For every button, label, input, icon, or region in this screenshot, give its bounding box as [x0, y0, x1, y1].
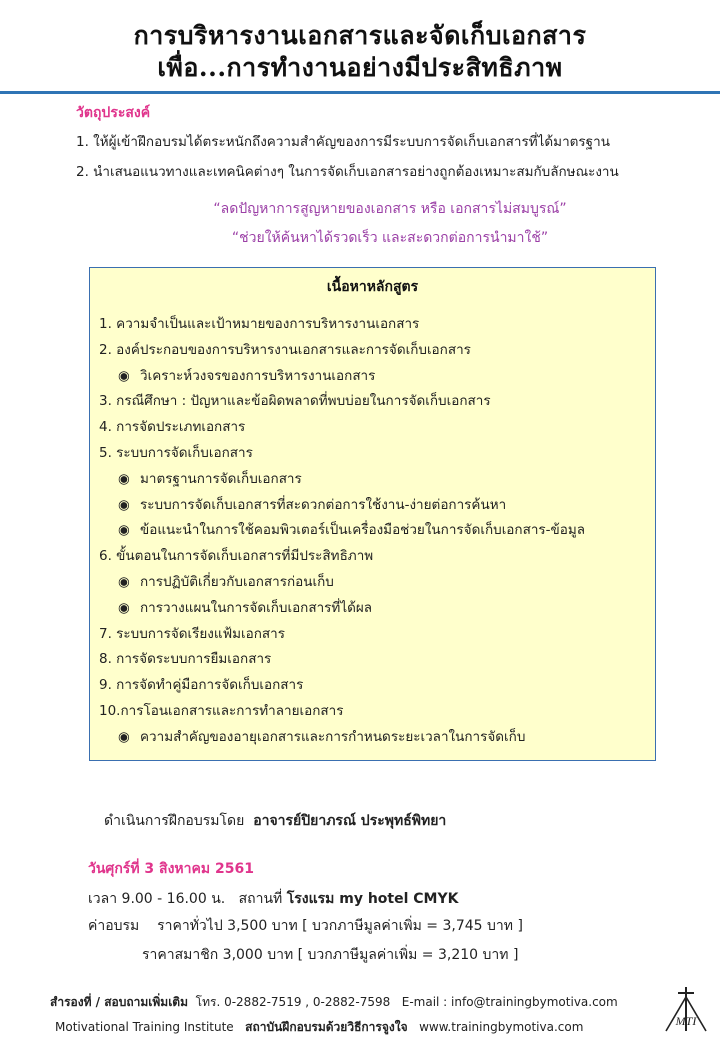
course-item: [99, 544, 373, 566]
bullet-icon: ◉: [118, 496, 130, 513]
bullet-icon: ◉: [118, 470, 130, 487]
bullet-icon: ◉: [118, 599, 130, 616]
course-item: [99, 415, 245, 437]
instructor-name: อาจารย์ปิยาภรณ์ ประพุทธ์พิทยา: [253, 813, 447, 829]
course-item: [99, 312, 419, 334]
general-price: ราคาทั่วไป 3,500 บาท [ บวกภาษีมูลค่าเพิ่ม = 3,745 บาท ]: [157, 918, 523, 934]
objective-item: 1. ให้ผู้เข้าฝึกอบรมได้ตระหนักถึงความสำคัญของการมีระบบการจัดเก็บเอกสารที่ได้มาตรฐาน: [76, 134, 610, 150]
course-content-title: เนื้อหาหลักสูตร: [326, 279, 419, 295]
course-item-text: 3. กรณีศึกษา : ปัญหาและข้อผิดพลาดที่พบบ่อยในการจัดเก็บเอกสาร: [99, 393, 491, 410]
course-item: [99, 622, 285, 644]
training-date: วันศุกร์ที่ 3 สิงหาคม 2561: [88, 861, 254, 877]
course-content-box: [89, 267, 656, 761]
contact-email[interactable]: E-mail : info@trainingbymotiva.com: [401, 995, 618, 1009]
venue-label: สถานที่: [238, 891, 283, 907]
time-text: เวลา 9.00 - 16.00 น.: [88, 891, 226, 907]
course-item-text: ความสำคัญของอายุเอกสารและการกำหนดระยะเวลาในการจัดเก็บ: [140, 728, 526, 745]
course-subitem: [118, 493, 506, 515]
title-line-2: เพื่อ...การทำงานอย่างมีประสิทธิภาพ: [157, 53, 563, 82]
course-item: [99, 338, 471, 360]
bullet-icon: ◉: [118, 574, 130, 590]
website-link[interactable]: www.trainingbymotiva.com: [419, 1020, 584, 1034]
course-item-text: การวางแผนในการจัดเก็บเอกสารที่ได้ผล: [140, 599, 373, 616]
fee-general-line: [88, 915, 523, 937]
venue-name: โรงแรม my hotel CMYK: [286, 891, 459, 907]
header-banner: [0, 0, 720, 94]
course-subitem: [118, 570, 334, 592]
course-subitem: [118, 364, 375, 386]
course-item: [99, 647, 271, 669]
course-item-text: 7. ระบบการจัดเรียงแฟ้มเอกสาร: [99, 625, 285, 642]
org-name-en: Motivational Training Institute: [55, 1020, 234, 1034]
course-item-text: 5. ระบบการจัดเก็บเอกสาร: [99, 445, 253, 461]
course-item-text: 1. ความจำเป็นและเป้าหมายของการบริหารงานเอกสาร: [99, 316, 420, 332]
organization-line: [55, 1018, 583, 1037]
objective-item: 2. นำเสนอแนวทางและเทคนิคต่างๆ ในการจัดเก็บเอกสารอย่างถูกต้องเหมาะสมกับลักษณะงาน: [76, 164, 619, 180]
org-name-th: สถาบันฝึกอบรมด้วยวิธีการจูงใจ: [245, 1020, 408, 1034]
bullet-icon: ◉: [118, 522, 130, 539]
course-subitem: [118, 518, 585, 540]
course-item: [99, 389, 491, 411]
course-subitem: [118, 725, 525, 747]
instructor-line: [104, 810, 446, 832]
course-item-text: 2. องค์ประกอบของการบริหารงานเอกสารและการจัดเก็บเอกสาร: [99, 341, 471, 358]
quote-line: “ลดปัญหาการสูญหายของเอกสาร หรือ เอกสารไม่สมบูรณ์”: [213, 201, 567, 217]
course-item-text: 10.การโอนเอกสารและการทำลายเอกสาร: [99, 703, 344, 719]
bullet-icon: ◉: [118, 367, 130, 384]
contact-line: [50, 993, 618, 1012]
course-subitem: [118, 596, 372, 618]
member-price: ราคาสมาชิก 3,000 บาท [ บวกภาษีมูลค่าเพิ่ม = 3,210 บาท ]: [142, 947, 519, 963]
course-item-text: มาตรฐานการจัดเก็บเอกสาร: [140, 470, 302, 487]
course-item: [99, 673, 303, 695]
course-item-text: การปฏิบัติเกี่ยวกับเอกสารก่อนเก็บ: [140, 574, 334, 590]
course-item-text: 4. การจัดประเภทเอกสาร: [99, 419, 246, 436]
course-item-text: 9. การจัดทำคู่มือการจัดเก็บเอกสาร: [99, 677, 304, 694]
bullet-icon: ◉: [118, 728, 130, 745]
course-subitem: [118, 467, 302, 489]
course-item-text: ระบบการจัดเก็บเอกสารที่สะดวกต่อการใช้งาน-ง่ายต่อการค้นหา: [140, 496, 507, 513]
title-line-1: การบริหารงานเอกสารและจัดเก็บเอกสาร: [133, 21, 587, 50]
course-item-text: 6. ขั้นตอนในการจัดเก็บเอกสารที่มีประสิทธิภาพ: [99, 548, 374, 565]
mti-logo: [662, 985, 710, 1033]
contact-phone: โทร. 0-2882-7519 , 0-2882-7598: [195, 995, 391, 1009]
instructor-label: ดำเนินการฝึกอบรมโดย: [104, 813, 245, 829]
contact-label: สำรองที่ / สอบถามเพิ่มเติม: [50, 995, 189, 1009]
course-item-text: ข้อแนะนำในการใช้คอมพิวเตอร์เป็นเครื่องมือช่วยในการจัดเก็บเอกสาร-ข้อมูล: [140, 522, 586, 539]
course-item: [99, 441, 253, 463]
course-item: [99, 699, 343, 721]
quote-line: “ช่วยให้ค้นหาได้รวดเร็ว และสะดวกต่อการนำมาใช้”: [231, 230, 549, 246]
time-venue-line: [88, 888, 458, 910]
course-item-text: วิเคราะห์วงจรของการบริหารงานเอกสาร: [140, 367, 376, 384]
logo-text: MTI: [675, 1014, 697, 1028]
course-item-text: 8. การจัดระบบการยืมเอกสาร: [99, 651, 272, 668]
fee-label: ค่าอบรม: [88, 918, 140, 934]
objectives-heading: วัตถุประสงค์: [76, 105, 151, 121]
